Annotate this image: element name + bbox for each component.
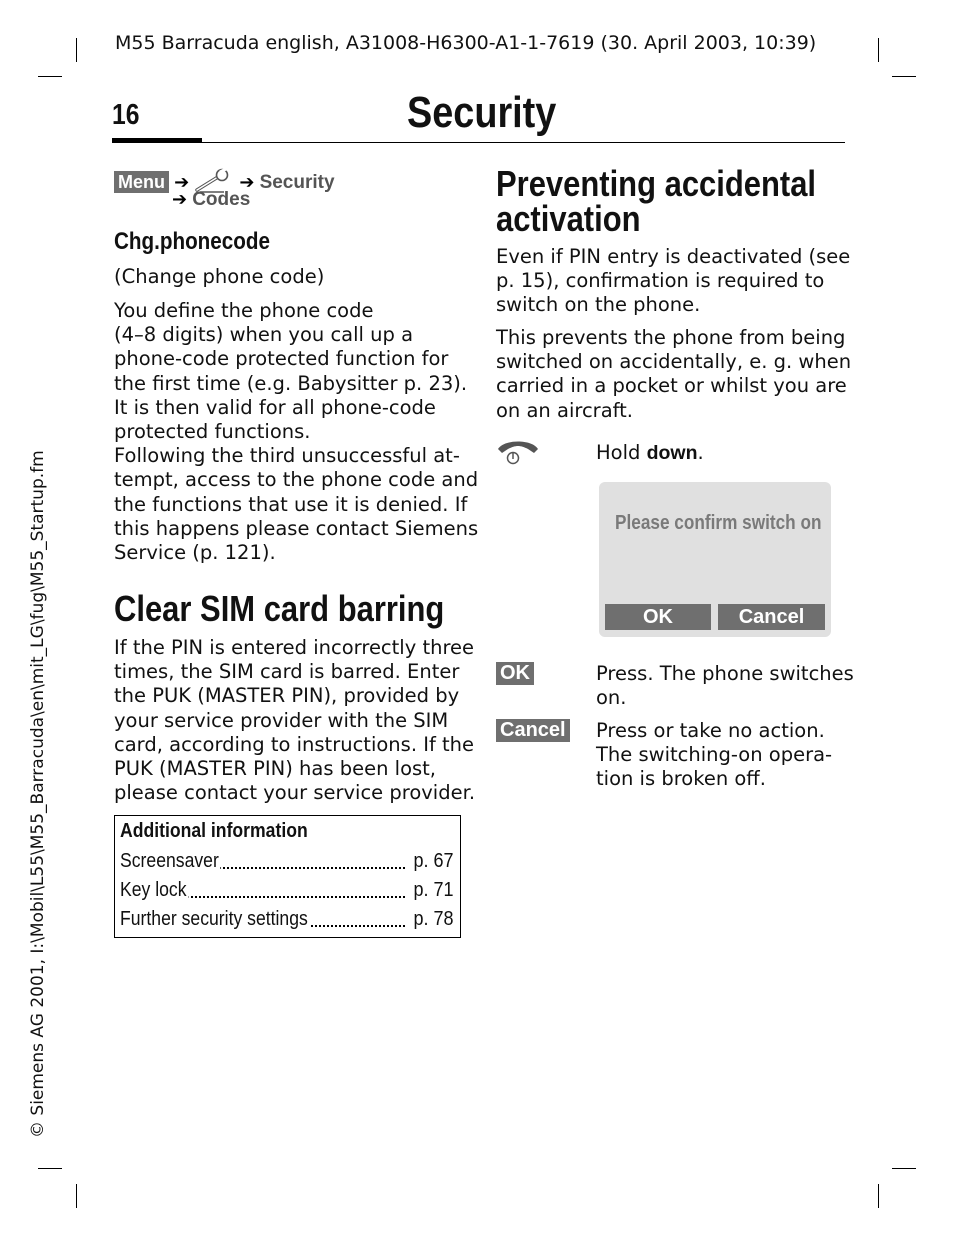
info-row <box>120 908 453 932</box>
crop-mark <box>38 76 62 77</box>
text-line: Press. The phone switches <box>596 662 854 685</box>
nav-step-security: Security <box>259 172 335 193</box>
hold-bold: down <box>646 442 698 464</box>
ok-key[interactable]: OK <box>496 662 534 685</box>
text-line: this happens please contact Siemens <box>114 516 479 540</box>
crop-mark <box>76 38 77 62</box>
info-row <box>120 879 453 903</box>
text-line: It is then valid for all phone-code <box>114 395 436 419</box>
info-row-label: Further security settings <box>120 908 308 930</box>
menu-path-line2 <box>172 189 250 211</box>
arrow: ➔ <box>239 172 255 193</box>
text-line: please contact your service provider. <box>114 781 476 805</box>
cancel-key-row <box>496 719 570 742</box>
page-title: Security <box>407 88 557 137</box>
phone-display <box>599 482 831 637</box>
text-line: on an aircraft. <box>496 398 634 422</box>
menu-key: Menu <box>114 171 169 193</box>
text-line: on. <box>596 686 627 710</box>
text-line: p. 15), confirmation is required to <box>496 269 825 293</box>
crop-mark <box>892 1168 916 1169</box>
text-line: The switching-on opera- <box>596 743 833 767</box>
text-line: the functions that use it is denied. If <box>114 492 468 516</box>
crop-mark <box>892 76 916 77</box>
hold-down-instruction <box>596 441 704 465</box>
info-row-page: p. 67 <box>412 850 453 872</box>
text-line: tempt, access to the phone code and <box>114 468 479 492</box>
text-line: card, according to instructions. If the <box>114 732 475 756</box>
crop-mark <box>878 1184 879 1208</box>
text-line: the PUK (MASTER PIN), provided by <box>114 684 460 708</box>
text-line: times, the SIM card is barred. Enter <box>114 660 460 684</box>
hold-suffix: . <box>697 441 704 464</box>
display-message: Please confirm switch on <box>615 512 822 534</box>
section-heading-preventing <box>496 163 817 239</box>
chg-subtitle: (Change phone code) <box>114 265 325 288</box>
additional-info-box <box>114 815 461 938</box>
cancel-description <box>596 719 832 792</box>
prevent-paragraph-2 <box>496 326 851 423</box>
info-row-page: p. 71 <box>412 879 453 901</box>
text-line: the first time (e.g. Babysitter p. 23). <box>114 371 468 395</box>
text-line: carried in a pocket or whilst you are <box>496 374 847 398</box>
text-line: protected functions. <box>114 420 311 444</box>
text-line: switch on the phone. <box>496 293 701 317</box>
arrow: ➔ <box>172 189 188 210</box>
crop-mark <box>878 38 879 62</box>
display-cancel-softkey[interactable]: Cancel <box>718 604 825 630</box>
crop-mark <box>38 1168 62 1169</box>
text-line: Even if PIN entry is deactivated (see <box>496 245 851 268</box>
side-note: © Siemens AG 2001, I:\Mobil\L55\M55_Barracuda\en\mit_LG\fug\M55_Startup.fm <box>28 450 48 1138</box>
text-line: This prevents the phone from being <box>496 326 846 349</box>
heading-line: activation <box>496 198 641 239</box>
text-line: Following the third unsuccessful at- <box>114 444 460 468</box>
title-rule <box>112 142 845 143</box>
text-line: PUK (MASTER PIN) has been lost, <box>114 757 436 781</box>
crop-mark <box>76 1184 77 1208</box>
text-line: tion is broken off. <box>596 767 766 791</box>
heading-line: Preventing accidental <box>496 163 817 204</box>
page-number: 16 <box>112 99 140 131</box>
section-heading-chg-phonecode: Chg.phonecode <box>114 228 270 255</box>
nav-step-codes: Codes <box>192 189 251 210</box>
display-ok-softkey[interactable]: OK <box>605 604 711 630</box>
info-row-label: Screensaver <box>120 850 219 872</box>
info-row-page: p. 78 <box>412 908 453 930</box>
end-call-power-icon <box>496 437 540 467</box>
arrow: ➔ <box>174 172 190 193</box>
section-heading-clear-sim: Clear SIM card barring <box>114 588 445 629</box>
sim-paragraph <box>114 636 475 805</box>
text-line: phone-code protected function for <box>114 347 449 371</box>
text-line: your service provider with the SIM <box>114 708 449 732</box>
cancel-key[interactable]: Cancel <box>496 719 570 742</box>
text-line: Press or take no action. <box>596 719 825 742</box>
info-row <box>120 850 453 874</box>
chg-paragraph <box>114 299 478 565</box>
info-row-label: Key lock <box>120 879 187 901</box>
prevent-paragraph-1 <box>496 245 850 318</box>
document-header: M55 Barracuda english, A31008-H6300-A1-1-7619 (30. April 2003, 10:39) <box>115 32 817 54</box>
text-line: You define the phone code <box>114 299 374 322</box>
info-title: Additional information <box>120 820 308 842</box>
text-line: (4–8 digits) when you call up a <box>114 323 414 347</box>
text-line: switched on accidentally, e. g. when <box>496 350 852 374</box>
hold-prefix: Hold <box>596 441 647 464</box>
ok-key-row <box>496 662 534 685</box>
ok-description <box>596 662 854 710</box>
text-line: Service (p. 121). <box>114 541 276 565</box>
text-line: If the PIN is entered incorrectly three <box>114 636 475 659</box>
